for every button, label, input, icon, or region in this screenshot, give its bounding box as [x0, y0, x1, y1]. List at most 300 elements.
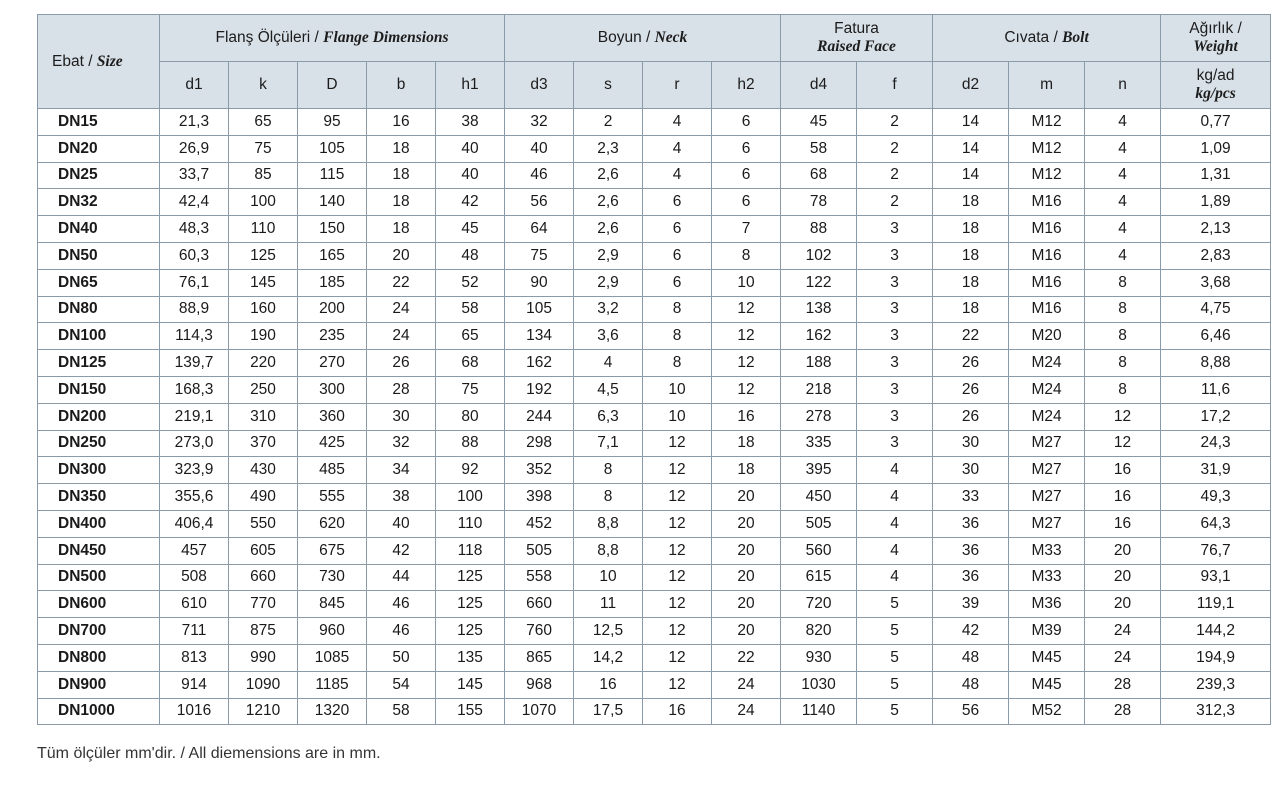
- table-cell: 398: [505, 484, 574, 511]
- table-cell: 8: [1085, 323, 1161, 350]
- table-cell: 36: [933, 510, 1009, 537]
- col-header-h1: h1: [436, 62, 505, 109]
- table-cell: 78: [781, 189, 857, 216]
- table-cell: 102: [781, 242, 857, 269]
- table-cell: 4: [857, 564, 933, 591]
- table-cell: 14: [933, 135, 1009, 162]
- table-cell: 770: [229, 591, 298, 618]
- table-cell: 139,7: [160, 350, 229, 377]
- table-cell: M45: [1009, 671, 1085, 698]
- table-row: [38, 644, 1271, 671]
- table-cell: 2: [857, 162, 933, 189]
- weight-header: Ağırlık / Weight: [1161, 15, 1271, 62]
- table-cell: 200: [298, 296, 367, 323]
- size-cell: DN40: [38, 216, 160, 243]
- table-cell: 26: [367, 350, 436, 377]
- table-cell: 10: [574, 564, 643, 591]
- table-cell: 18: [712, 430, 781, 457]
- col-header-d2: d2: [933, 62, 1009, 109]
- table-cell: 3: [857, 403, 933, 430]
- table-cell: M27: [1009, 510, 1085, 537]
- table-cell: 20: [367, 242, 436, 269]
- table-cell: 105: [298, 135, 367, 162]
- table-cell: 4,75: [1161, 296, 1271, 323]
- table-cell: 2: [574, 109, 643, 136]
- table-cell: 270: [298, 350, 367, 377]
- table-cell: 12: [1085, 430, 1161, 457]
- table-cell: 36: [933, 564, 1009, 591]
- table-cell: 32: [367, 430, 436, 457]
- table-cell: 244: [505, 403, 574, 430]
- table-cell: 3: [857, 216, 933, 243]
- table-cell: 914: [160, 671, 229, 698]
- table-cell: 990: [229, 644, 298, 671]
- table-cell: 335: [781, 430, 857, 457]
- table-cell: 125: [436, 591, 505, 618]
- table-cell: 370: [229, 430, 298, 457]
- table-cell: 18: [933, 189, 1009, 216]
- table-cell: 12: [643, 510, 712, 537]
- table-cell: 26,9: [160, 135, 229, 162]
- table-cell: 610: [160, 591, 229, 618]
- table-cell: 26: [933, 376, 1009, 403]
- table-cell: 250: [229, 376, 298, 403]
- table-cell: 125: [436, 618, 505, 645]
- table-cell: 8,88: [1161, 350, 1271, 377]
- table-cell: 26: [933, 403, 1009, 430]
- table-cell: M52: [1009, 698, 1085, 725]
- table-cell: 3: [857, 350, 933, 377]
- table-cell: 355,6: [160, 484, 229, 511]
- table-cell: 555: [298, 484, 367, 511]
- table-cell: 56: [505, 189, 574, 216]
- size-cell: DN32: [38, 189, 160, 216]
- table-cell: 162: [505, 350, 574, 377]
- table-cell: 4: [574, 350, 643, 377]
- table-cell: 194,9: [1161, 644, 1271, 671]
- table-cell: 56: [933, 698, 1009, 725]
- table-cell: 18: [933, 242, 1009, 269]
- table-cell: 8: [1085, 269, 1161, 296]
- table-cell: 490: [229, 484, 298, 511]
- table-cell: 10: [712, 269, 781, 296]
- table-cell: 218: [781, 376, 857, 403]
- col-header-m: m: [1009, 62, 1085, 109]
- table-cell: 235: [298, 323, 367, 350]
- table-cell: 4: [857, 510, 933, 537]
- table-cell: M27: [1009, 457, 1085, 484]
- table-cell: 16: [1085, 510, 1161, 537]
- table-cell: M12: [1009, 135, 1085, 162]
- table-cell: 30: [933, 430, 1009, 457]
- table-cell: 18: [933, 296, 1009, 323]
- size-cell: DN125: [38, 350, 160, 377]
- table-cell: 100: [436, 484, 505, 511]
- table-cell: 138: [781, 296, 857, 323]
- table-cell: 58: [367, 698, 436, 725]
- table-cell: 5: [857, 644, 933, 671]
- table-cell: 8: [643, 296, 712, 323]
- table-cell: 3: [857, 376, 933, 403]
- table-cell: 3,68: [1161, 269, 1271, 296]
- col-header-d4: d4: [781, 62, 857, 109]
- table-cell: 118: [436, 537, 505, 564]
- table-cell: 40: [505, 135, 574, 162]
- table-cell: 2: [857, 109, 933, 136]
- table-cell: 68: [436, 350, 505, 377]
- table-row: [38, 430, 1271, 457]
- table-cell: 12: [643, 618, 712, 645]
- table-cell: 3: [857, 242, 933, 269]
- table-cell: 16: [643, 698, 712, 725]
- table-cell: 18: [367, 189, 436, 216]
- table-cell: 8: [574, 457, 643, 484]
- table-cell: 31,9: [1161, 457, 1271, 484]
- table-cell: M24: [1009, 376, 1085, 403]
- table-cell: 2: [857, 189, 933, 216]
- table-cell: 75: [229, 135, 298, 162]
- table-cell: 278: [781, 403, 857, 430]
- bolt-header: Cıvata / Bolt: [933, 15, 1161, 62]
- table-cell: 80: [436, 403, 505, 430]
- table-cell: M12: [1009, 109, 1085, 136]
- size-cell: DN600: [38, 591, 160, 618]
- table-cell: 42: [933, 618, 1009, 645]
- table-cell: 10: [643, 376, 712, 403]
- table-cell: 1,31: [1161, 162, 1271, 189]
- col-header-b: b: [367, 62, 436, 109]
- table-cell: 5: [857, 591, 933, 618]
- footnote-tr: Tüm ölçüler mm'dir.: [37, 745, 177, 762]
- table-cell: 1185: [298, 671, 367, 698]
- table-cell: 28: [1085, 698, 1161, 725]
- table-row: [38, 350, 1271, 377]
- table-cell: 12: [643, 644, 712, 671]
- table-cell: 42: [367, 537, 436, 564]
- table-cell: 20: [1085, 564, 1161, 591]
- table-cell: 6: [643, 189, 712, 216]
- table-cell: 5: [857, 671, 933, 698]
- table-row: [38, 457, 1271, 484]
- table-cell: 110: [436, 510, 505, 537]
- col-header-h2: h2: [712, 62, 781, 109]
- table-cell: 22: [712, 644, 781, 671]
- table-cell: 7: [712, 216, 781, 243]
- table-cell: 273,0: [160, 430, 229, 457]
- table-cell: 2,13: [1161, 216, 1271, 243]
- table-cell: 18: [933, 216, 1009, 243]
- table-cell: 6: [712, 162, 781, 189]
- table-cell: 34: [367, 457, 436, 484]
- table-cell: 58: [436, 296, 505, 323]
- table-cell: 52: [436, 269, 505, 296]
- table-cell: 140: [298, 189, 367, 216]
- size-cell: DN100: [38, 323, 160, 350]
- table-cell: M33: [1009, 564, 1085, 591]
- table-cell: 125: [436, 564, 505, 591]
- table-cell: 45: [781, 109, 857, 136]
- table-cell: 18: [933, 269, 1009, 296]
- table-cell: M27: [1009, 484, 1085, 511]
- table-cell: 144,2: [1161, 618, 1271, 645]
- table-row: [38, 162, 1271, 189]
- table-cell: 119,1: [1161, 591, 1271, 618]
- table-cell: 968: [505, 671, 574, 698]
- table-cell: 6: [712, 135, 781, 162]
- table-cell: 508: [160, 564, 229, 591]
- table-cell: 930: [781, 644, 857, 671]
- col-header-D: D: [298, 62, 367, 109]
- table-cell: 10: [643, 403, 712, 430]
- table-cell: 33,7: [160, 162, 229, 189]
- table-cell: 12: [712, 376, 781, 403]
- table-cell: 845: [298, 591, 367, 618]
- table-cell: 49,3: [1161, 484, 1271, 511]
- table-cell: 360: [298, 403, 367, 430]
- table-cell: 20: [712, 484, 781, 511]
- table-cell: 406,4: [160, 510, 229, 537]
- table-cell: 5: [857, 698, 933, 725]
- table-cell: 16: [367, 109, 436, 136]
- size-header: Ebat / Size: [38, 15, 160, 109]
- table-cell: 26: [933, 350, 1009, 377]
- table-cell: 12: [712, 323, 781, 350]
- table-cell: 4: [1085, 162, 1161, 189]
- table-cell: 54: [367, 671, 436, 698]
- table-cell: M45: [1009, 644, 1085, 671]
- table-cell: M33: [1009, 537, 1085, 564]
- table-cell: 457: [160, 537, 229, 564]
- table-cell: 16: [1085, 484, 1161, 511]
- table-cell: 20: [1085, 591, 1161, 618]
- table-cell: 820: [781, 618, 857, 645]
- table-cell: 125: [229, 242, 298, 269]
- table-cell: 4: [857, 537, 933, 564]
- table-cell: 2,9: [574, 269, 643, 296]
- table-cell: 17,2: [1161, 403, 1271, 430]
- table-cell: 6,46: [1161, 323, 1271, 350]
- col-header-k: k: [229, 62, 298, 109]
- table-cell: 12: [643, 457, 712, 484]
- size-cell: DN700: [38, 618, 160, 645]
- table-cell: 615: [781, 564, 857, 591]
- table-cell: 192: [505, 376, 574, 403]
- table-cell: M39: [1009, 618, 1085, 645]
- table-row: [38, 537, 1271, 564]
- table-cell: 160: [229, 296, 298, 323]
- table-cell: 3: [857, 269, 933, 296]
- table-cell: 3: [857, 323, 933, 350]
- table-cell: 5: [857, 618, 933, 645]
- table-cell: 12: [643, 564, 712, 591]
- table-cell: 76,1: [160, 269, 229, 296]
- size-cell: DN80: [38, 296, 160, 323]
- table-cell: 2,3: [574, 135, 643, 162]
- table-cell: 300: [298, 376, 367, 403]
- table-cell: 1210: [229, 698, 298, 725]
- table-cell: 220: [229, 350, 298, 377]
- table-cell: 450: [781, 484, 857, 511]
- table-cell: 45: [436, 216, 505, 243]
- table-cell: 16: [574, 671, 643, 698]
- table-cell: 6: [712, 109, 781, 136]
- table-cell: 20: [712, 510, 781, 537]
- size-cell: DN450: [38, 537, 160, 564]
- table-cell: 168,3: [160, 376, 229, 403]
- flange-spec-table: [37, 14, 1271, 725]
- table-cell: 48: [933, 671, 1009, 698]
- table-cell: 1,09: [1161, 135, 1271, 162]
- table-cell: 134: [505, 323, 574, 350]
- table-cell: 3,6: [574, 323, 643, 350]
- table-cell: 720: [781, 591, 857, 618]
- table-cell: 4: [1085, 216, 1161, 243]
- table-cell: 2: [857, 135, 933, 162]
- table-cell: M24: [1009, 403, 1085, 430]
- table-cell: 12: [643, 430, 712, 457]
- table-cell: 46: [505, 162, 574, 189]
- table-cell: M16: [1009, 269, 1085, 296]
- size-cell: DN65: [38, 269, 160, 296]
- table-cell: 20: [712, 591, 781, 618]
- table-cell: 485: [298, 457, 367, 484]
- size-cell: DN500: [38, 564, 160, 591]
- table-cell: 352: [505, 457, 574, 484]
- table-cell: 505: [781, 510, 857, 537]
- table-cell: 24: [712, 698, 781, 725]
- table-cell: 12: [643, 537, 712, 564]
- table-cell: 145: [229, 269, 298, 296]
- table-cell: 4,5: [574, 376, 643, 403]
- table-cell: 875: [229, 618, 298, 645]
- raised-face-header: Fatura Raised Face: [781, 15, 933, 62]
- table-cell: 1090: [229, 671, 298, 698]
- table-cell: 4: [643, 162, 712, 189]
- table-cell: 6: [643, 269, 712, 296]
- table-row: [38, 403, 1271, 430]
- table-cell: 150: [298, 216, 367, 243]
- table-cell: 8: [1085, 296, 1161, 323]
- table-cell: 12: [643, 484, 712, 511]
- table-cell: 95: [298, 109, 367, 136]
- table-cell: M16: [1009, 242, 1085, 269]
- table-cell: 4: [857, 457, 933, 484]
- table-cell: M36: [1009, 591, 1085, 618]
- size-cell: DN20: [38, 135, 160, 162]
- size-cell: DN15: [38, 109, 160, 136]
- footnote-en: All diemensions are in mm.: [188, 745, 381, 762]
- table-cell: 12: [712, 296, 781, 323]
- table-row: [38, 591, 1271, 618]
- table-cell: 4: [1085, 135, 1161, 162]
- table-cell: 135: [436, 644, 505, 671]
- table-cell: 46: [367, 618, 436, 645]
- table-cell: M20: [1009, 323, 1085, 350]
- table-cell: 3,2: [574, 296, 643, 323]
- table-cell: 8: [643, 350, 712, 377]
- table-cell: 162: [781, 323, 857, 350]
- table-cell: 50: [367, 644, 436, 671]
- table-cell: 88: [436, 430, 505, 457]
- size-cell: DN200: [38, 403, 160, 430]
- table-cell: 24: [1085, 618, 1161, 645]
- table-cell: 14,2: [574, 644, 643, 671]
- table-cell: 36: [933, 537, 1009, 564]
- col-header-s: s: [574, 62, 643, 109]
- table-cell: 115: [298, 162, 367, 189]
- table-cell: 122: [781, 269, 857, 296]
- table-cell: 8: [712, 242, 781, 269]
- table-row: [38, 323, 1271, 350]
- table-cell: 24: [712, 671, 781, 698]
- size-cell: DN25: [38, 162, 160, 189]
- table-cell: 22: [367, 269, 436, 296]
- table-cell: 38: [436, 109, 505, 136]
- size-cell: DN250: [38, 430, 160, 457]
- table-cell: 2,9: [574, 242, 643, 269]
- size-cell: DN900: [38, 671, 160, 698]
- table-cell: M16: [1009, 216, 1085, 243]
- table-cell: 8: [1085, 350, 1161, 377]
- table-cell: 114,3: [160, 323, 229, 350]
- table-cell: 1070: [505, 698, 574, 725]
- table-cell: 16: [712, 403, 781, 430]
- table-cell: 1140: [781, 698, 857, 725]
- table-cell: M16: [1009, 189, 1085, 216]
- table-cell: 20: [712, 618, 781, 645]
- table-cell: 605: [229, 537, 298, 564]
- table-cell: 1320: [298, 698, 367, 725]
- table-cell: 12: [1085, 403, 1161, 430]
- table-cell: 6: [643, 242, 712, 269]
- table-cell: 90: [505, 269, 574, 296]
- table-cell: 105: [505, 296, 574, 323]
- table-cell: 395: [781, 457, 857, 484]
- table-row: [38, 510, 1271, 537]
- table-cell: M12: [1009, 162, 1085, 189]
- table-cell: 3: [857, 296, 933, 323]
- table-row: [38, 109, 1271, 136]
- table-cell: 20: [1085, 537, 1161, 564]
- table-cell: 960: [298, 618, 367, 645]
- table-row: [38, 296, 1271, 323]
- neck-header: Boyun / Neck: [505, 15, 781, 62]
- flange-dimensions-header: Flanş Ölçüleri / Flange Dimensions: [160, 15, 505, 62]
- table-body: [38, 109, 1271, 725]
- table-row: [38, 189, 1271, 216]
- table-cell: 145: [436, 671, 505, 698]
- table-cell: 2,83: [1161, 242, 1271, 269]
- table-cell: 813: [160, 644, 229, 671]
- table-cell: 48: [933, 644, 1009, 671]
- size-cell: DN350: [38, 484, 160, 511]
- table-cell: 12,5: [574, 618, 643, 645]
- table-cell: 12: [643, 671, 712, 698]
- table-cell: 558: [505, 564, 574, 591]
- table-row: [38, 618, 1271, 645]
- table-row: [38, 376, 1271, 403]
- col-header-f: f: [857, 62, 933, 109]
- table-cell: 65: [436, 323, 505, 350]
- table-cell: M27: [1009, 430, 1085, 457]
- table-cell: 190: [229, 323, 298, 350]
- table-cell: 2,6: [574, 189, 643, 216]
- table-cell: 30: [367, 403, 436, 430]
- size-cell: DN800: [38, 644, 160, 671]
- table-cell: 68: [781, 162, 857, 189]
- table-cell: 298: [505, 430, 574, 457]
- table-cell: 76,7: [1161, 537, 1271, 564]
